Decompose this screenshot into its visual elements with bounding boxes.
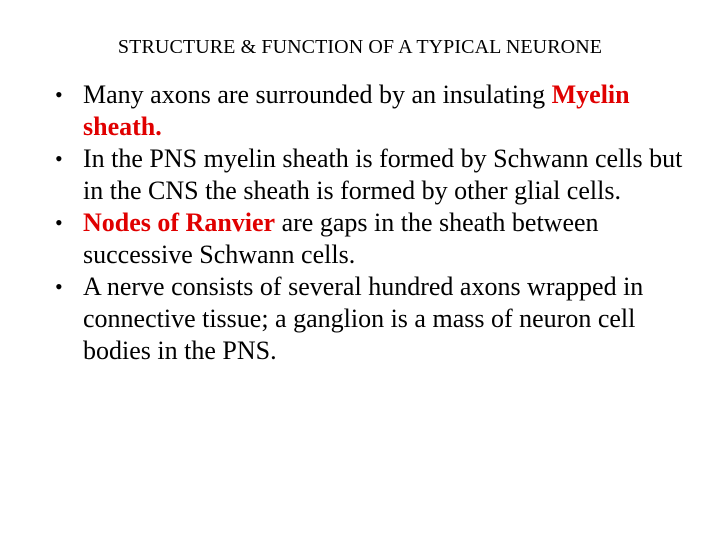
slide-title: STRUCTURE & FUNCTION OF A TYPICAL NEURONE bbox=[117, 36, 603, 58]
bullet-list bbox=[52, 79, 702, 367]
bullet-icon: • bbox=[55, 82, 63, 107]
bullet-item bbox=[52, 143, 702, 207]
bullet-item bbox=[52, 271, 702, 367]
bullet-item bbox=[52, 79, 702, 143]
highlight-text: Myelin sheath. bbox=[83, 80, 630, 141]
bullet-icon: • bbox=[55, 210, 63, 235]
bullet-text: Many axons are surrounded by an insulating bbox=[83, 80, 552, 109]
bullet-text: In the PNS myelin sheath is formed by Schwann cells but in the CNS the sheath is formed by other glial cells. bbox=[83, 144, 683, 205]
bullet-item bbox=[52, 207, 702, 271]
bullet-text-after: are gaps in the sheath between successive Schwann cells. bbox=[83, 208, 599, 269]
highlight-text: Nodes of Ranvier bbox=[83, 208, 276, 237]
bullet-icon: • bbox=[55, 274, 63, 299]
bullet-icon: • bbox=[55, 146, 63, 171]
bullet-text: A nerve consists of several hundred axons wrapped in connective tissue; a ganglion is a mass of neuron cell bodies in the PNS. bbox=[83, 272, 644, 365]
